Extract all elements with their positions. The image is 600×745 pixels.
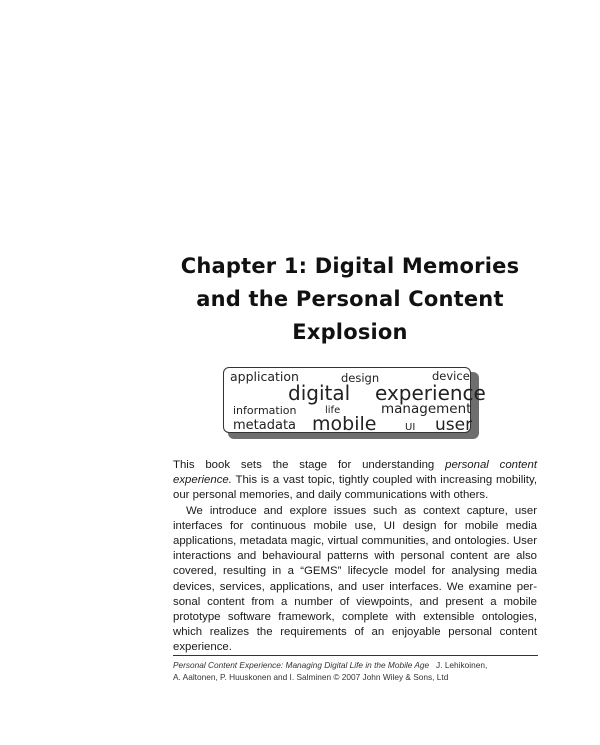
- copyright-footnote: [173, 660, 538, 683]
- keyword-design: design: [341, 371, 380, 385]
- chapter-intro-text: [173, 458, 537, 656]
- keyword-metadata: metadata: [233, 418, 297, 433]
- footnote-line-1: [173, 660, 538, 672]
- chapter-title-line-2: and the Personal Content: [196, 287, 504, 311]
- intro-paragraph-2: We introduce and explore issues such as context capture, user interfaces for continuous mobile use, UI design for mobile media applications, metadata magic, virtual communities, and ontologies. User interactions and behavioural patterns with personal content are also covered, resulting in a “GEMS” lifecycle model for analysing media devices, services, applications, and user interfaces. We examine personal content from a number of viewpoints, and present a mobile prototype software framework, complete with extensible ontologies, which realizes the requirements of an enjoyable personal content experience.: [173, 504, 537, 654]
- chapter-title-line-3: Explosion: [292, 320, 408, 344]
- intro-paragraph-1: [173, 458, 537, 504]
- keyword-application: application: [230, 369, 299, 384]
- keyword-digital: digital: [288, 381, 351, 405]
- footnote-divider: [173, 655, 538, 656]
- footnote-authors-1: J. Lehikoinen,: [429, 660, 488, 670]
- keyword-mobile: mobile: [312, 413, 377, 435]
- keyword-experience: experience: [375, 381, 486, 405]
- keyword-device: device: [432, 369, 470, 383]
- keyword-life: life: [325, 405, 341, 416]
- keyword-information: information: [233, 404, 297, 417]
- chapter-title-line-1: Chapter 1: Digital Memories: [180, 254, 520, 278]
- keyword-ui: UI: [405, 422, 416, 433]
- chapter-title: [160, 250, 540, 349]
- intro-p1-emphasis: personal content experience.: [173, 459, 537, 487]
- footnote-authors-2: A. Aaltonen, P. Huuskonen and I. Salminen © 2007 John Wiley & Sons, Ltd: [173, 671, 449, 682]
- keyword-management: management: [381, 401, 472, 417]
- keyword-user: user: [435, 415, 473, 435]
- keyword-cloud-figure: [223, 367, 486, 439]
- intro-p1-text: This book sets the stage for understanding: [173, 459, 446, 471]
- footnote-book-title: Personal Content Experience: Managing Digital Life in the Mobile Age: [173, 660, 430, 670]
- intro-p1-text-cont: This is a vast topic, tightly coupled with increasing mobility, our personal memories, and daily communications with others.: [173, 474, 537, 502]
- keyword-cloud-box: [223, 367, 486, 435]
